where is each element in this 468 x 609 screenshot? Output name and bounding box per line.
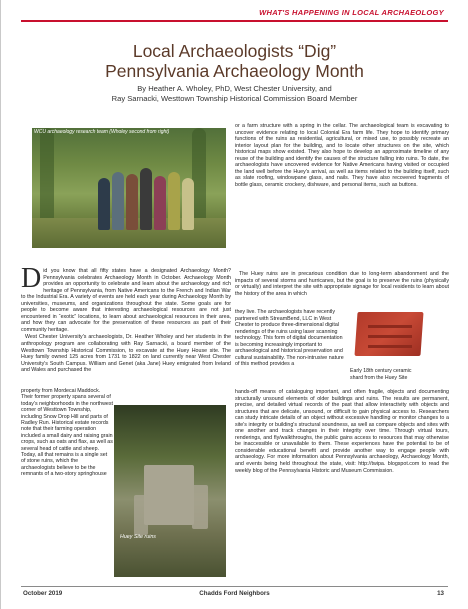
photo-person xyxy=(182,178,194,230)
paragraph-streambend: they live. The archaeologists have recently partnered with StreamBend, LLC in West Chester to produce three-dimensional digital renderings of the ruins using laser scanning technology. This form of digital documentation is becoming increasingly important to archaeological and historical preservation and cultural sustainability. The non-intrusive nature of this method provides a xyxy=(235,309,344,368)
ruin-stone xyxy=(134,495,148,535)
title-line-2: Pennsylvania Archaeology Month xyxy=(105,61,364,81)
right-column-narrow xyxy=(235,309,347,368)
right-column-mid xyxy=(235,271,449,297)
left-column-narrow xyxy=(21,388,113,478)
ceramic-shard-image xyxy=(354,312,423,356)
footer-page-number: 13 xyxy=(437,590,444,597)
paragraph-intro xyxy=(21,263,231,333)
shard-caption-line-1: Early 18th century ceramic xyxy=(350,368,412,374)
footer-publication: Chadds Ford Neighbors xyxy=(199,590,270,597)
ceramic-shard-figure xyxy=(348,311,442,387)
footer-issue: October 2019 xyxy=(23,590,63,597)
shard-groove xyxy=(368,335,412,338)
paragraph-digital-records: hands-off means of cataloguing important, and often fragile, objects and documenting structurally unsound elements of older buildings and ruins. The results are permanent, precise, and detailed virtual records of the past that allow interactivity with objects and structures that are delicate, unsound, or difficult to gain physical access to. Researchers can study intricate details of an object without excessive handling or monitor changes to a site's integrity or building's structural soundness, as well as compare objects and sites with one another and track changes in their integrity over time. Through virtual tours, renderings, and fly/walkthroughs, the public gains access to resources that may otherwise be inaccessible or unavailable to them. These experiences have the potential to be of considerable educational benefit and provide another way to engage people with archaeology. For more information about Pennsylvania archaeology, Archaeology Month, and events being held throughout the state, visit: http://twipa. blogspot.com to read the weekly blog of the Pennsylvania Historic and Museum Commission. xyxy=(235,389,449,474)
right-column-top xyxy=(235,123,449,189)
paragraph-wcu: West Chester University's archaeologists, Dr. Heather Wholey and her students in the anthropology program are collaborating with Ray Sarnacki, a board member of the Westtown Township Historical Commission, to excavate at the Huey House site. The Huey family owned 125 acres from 1731 to 1822 on land currently near West Chester University's South Campus. William and Genet (aka Jane) Huey emigrated from Ireland and Wales and purchased the xyxy=(21,334,231,374)
ruin-caption: Huey Site ruins xyxy=(120,534,156,540)
photo-person xyxy=(126,174,138,230)
shard-groove xyxy=(368,345,412,348)
left-column-top xyxy=(21,263,231,375)
ruin-stone xyxy=(192,485,208,529)
byline-line-1: By Heather A. Wholey, PhD, West Chester University, and xyxy=(137,84,332,93)
photo-person xyxy=(168,172,180,230)
photo-caption: WCU archaeology research team (Wholey second from right) xyxy=(34,129,170,135)
paragraph-huey-property: property from Mordecai Maddock. Their former property spans several of today's neighborhoods in the northwest corner of Westtown Township, including Snow Drop Hill and parts of Radley Run. Historical estate records note that their farming operation included a small dairy and raising grain crops, such as oats and flax, as well as several head of cattle and sheep. Today, all that remains is a single set of stone ruins, which the archaeologists believe to be the remnants of a two-story springhouse xyxy=(21,388,114,478)
photo-tree xyxy=(192,128,206,228)
title-line-1: Local Archaeologists “Dig” xyxy=(132,41,337,61)
huey-ruins-photo xyxy=(114,405,226,577)
right-column-bottom xyxy=(235,389,449,474)
photo-person xyxy=(154,176,166,230)
drop-cap: D xyxy=(21,263,42,294)
footer-rule xyxy=(21,586,448,587)
paragraph-excavation: or a farm structure with a spring in the cellar. The archaeological team is excavating to uncover evidence relating to local Colonial Era farm life. They hope to identify primary functions of the ruins as residential, agricultural, or mixed use, to possibly recreate an interior layout plan for the building, and to locate other structures on the site, which historical maps show existed. They also hope to develop an approximate timeline of any reuse of the building and identify the causes of the structure falling into ruins. To date, the archaeologists have uncovered evidence for Native Americans having visited or occupied the land well before the Huey's arrival, as well as items related to the building itself, such as slate roofing, windowpane glass, and nails. They have also recovered fragments of bottle glass, ceramic crockery, dishware, and personal items, such as buttons. xyxy=(235,123,449,188)
byline xyxy=(21,84,448,104)
photo-person xyxy=(98,178,110,230)
photo-tree xyxy=(40,128,54,228)
paragraph-preservation: The Huey ruins are in precarious condition due to long-term abandonment and the impacts of several storms and hurricanes, but the goal is to preserve the ruins (physically or virtually) and interpret the site with appropriate signage for local residents to learn about the history of the area in which xyxy=(235,271,449,297)
photo-person xyxy=(112,172,124,230)
section-label: WHAT'S HAPPENING IN LOCAL ARCHAEOLOGY xyxy=(259,8,444,17)
byline-line-2: Ray Sarnacki, Westtown Township Historical Commission Board Member xyxy=(111,94,358,103)
research-team-photo xyxy=(32,128,226,248)
shard-groove xyxy=(368,325,412,328)
ruin-stone xyxy=(144,465,194,525)
photo-person xyxy=(140,168,152,230)
paragraph-intro-text: id you know that all fifty states have a designated Archaeology Month? Pennsylvania celebrates Archaeology Month in October. Archaeology Month provides an opportunity to celebrate and learn about the archaeology and rich heritage of Pennsylvania, from Native Americans to the French and Indian War to the Industrial Era. A variety of events are held each year during Archaeology Month by universities, museums, and organizations throughout the state. Some goals are for people to become aware that interesting archaeological resources are not just encountered in “exotic” locations, to learn about archaeological resources in their area, and how they can advocate for the preservation of these resources as part of their community heritage. xyxy=(21,268,231,333)
shard-caption xyxy=(350,368,442,381)
header-rule xyxy=(21,20,448,22)
article-title xyxy=(21,41,448,81)
shard-caption-line-2: shard from the Huey Site xyxy=(350,374,408,381)
